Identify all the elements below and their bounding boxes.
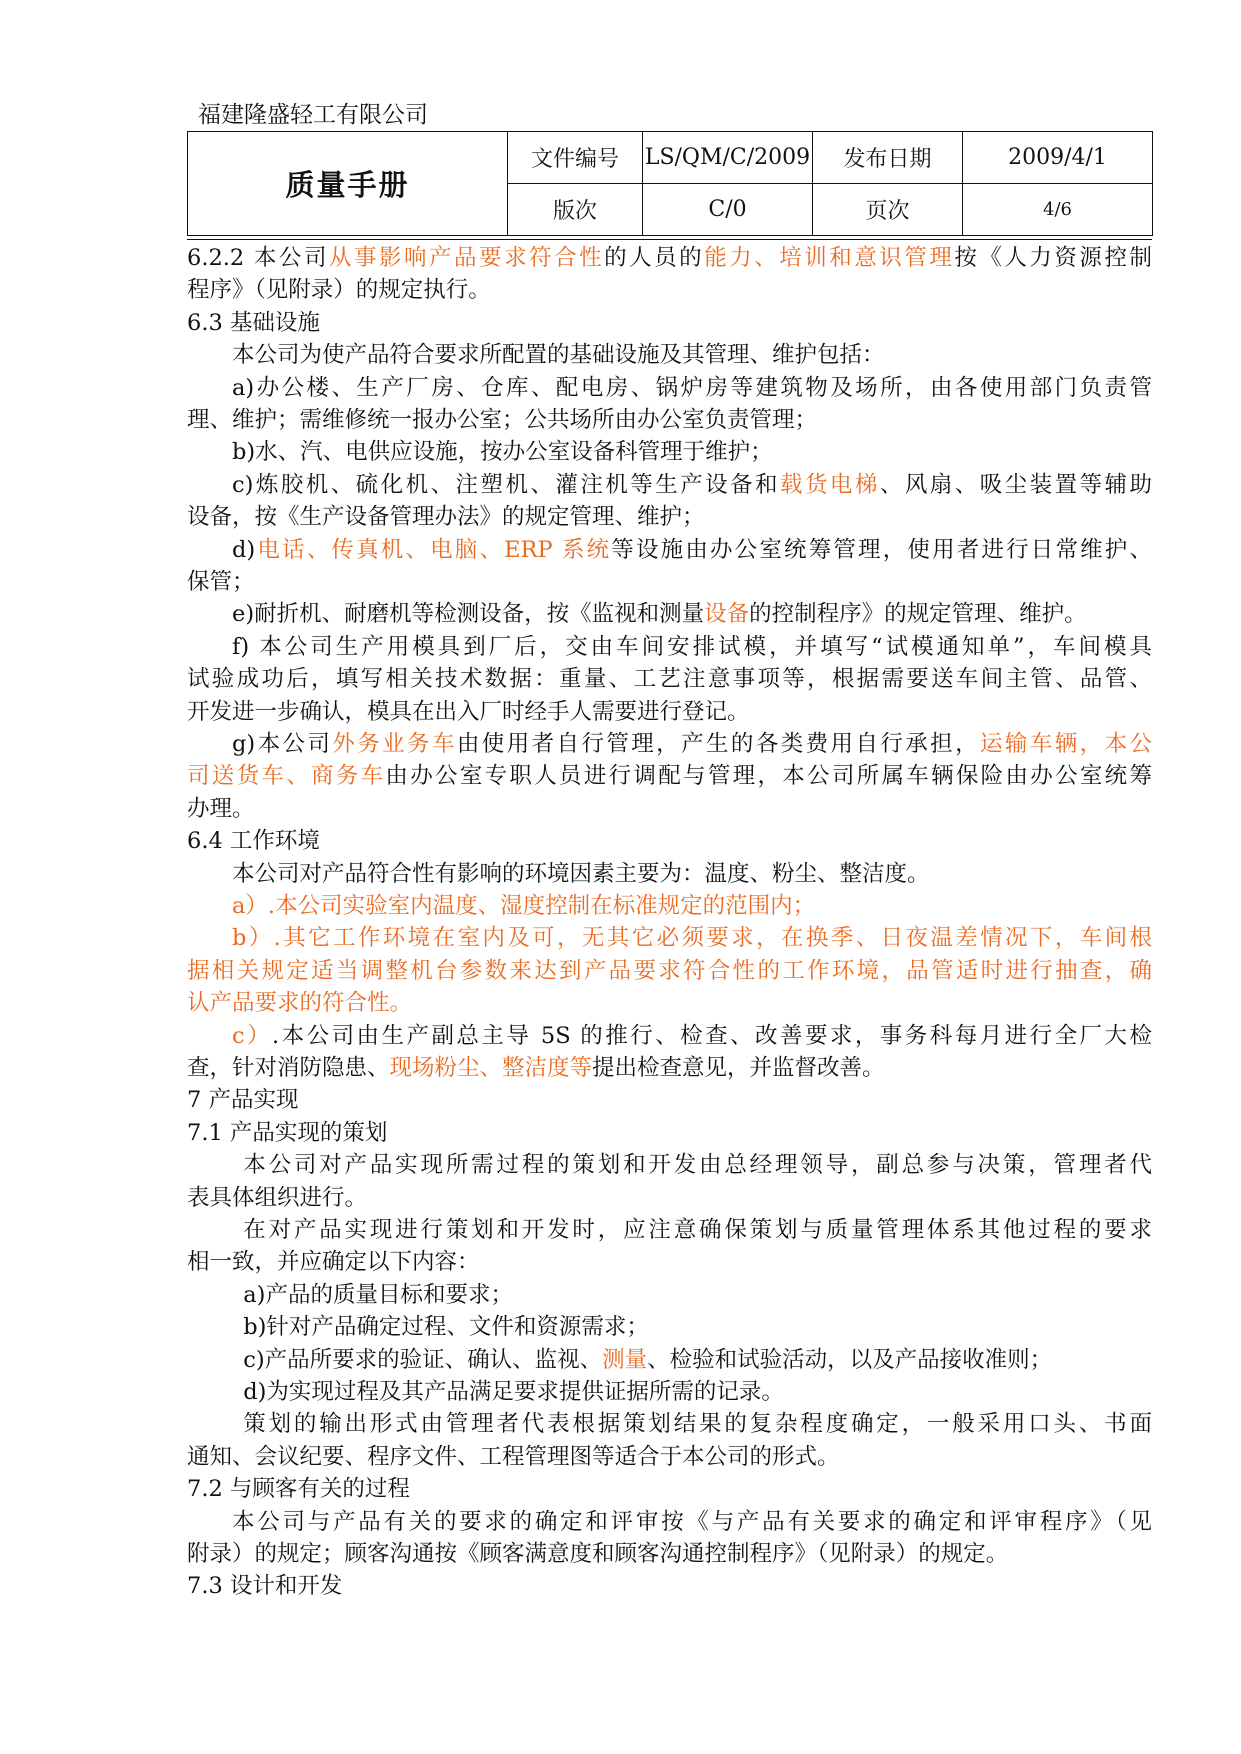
text-run: 理、维护；需维修统一报办公室；公共场所由办公室负责管理； — [187, 407, 818, 433]
body-line — [187, 826, 1152, 856]
text-run: a)办公楼、生产厂房、仓库、配电房、锅炉房等建筑物及场所，由各使用部门负责管 — [232, 374, 1152, 401]
highlighted-text: b）.其它工作环境在室内及可，无其它必须要求，在换季、日夜温差情况下，车间根 — [232, 925, 1152, 952]
text-run: 由使用者自行管理，产生的各类费用自行承担， — [456, 731, 981, 757]
text-run: f) 本公司生产用模具到厂后，交由车间安排试模，并填写“试模通知单”，车间模具 — [232, 633, 1152, 660]
body-line — [187, 1571, 1152, 1601]
text-run: 本公司为使产品符合要求所配置的基础设施及其管理、维护包括： — [232, 342, 885, 369]
text-run: 、风扇、吸尘装置等辅助 — [879, 471, 1152, 498]
body-line — [187, 502, 1152, 532]
text-run: 7 产品实现 — [187, 1087, 299, 1114]
body-line — [187, 891, 1152, 921]
body-line — [187, 1312, 1152, 1342]
text-run: 本公司对产品实现所需过程的策划和开发由总经理领导，副总参与决策，管理者代 — [243, 1152, 1152, 1179]
body-line — [187, 470, 1152, 500]
body-line — [187, 1085, 1152, 1115]
text-run: 的人员的 — [604, 245, 705, 271]
text-run: 开发进一步确认，模具在出入厂时经手人需要进行登记。 — [187, 698, 750, 725]
body-line — [187, 1345, 1152, 1375]
body-line — [187, 1150, 1152, 1180]
text-run: c)产品所要求的验证、确认、监视、 — [243, 1346, 603, 1373]
text-run: 办理。 — [187, 795, 255, 822]
text-run: 本公司与产品有关的要求的确定和评审按《与产品有关要求的确定和评审程序》（见 — [232, 1508, 1152, 1535]
text-run: 由办公室专职人员进行调配与管理，本公司所属车辆保险由办公室统筹 — [385, 763, 1152, 790]
highlighted-text: 能力、培训和意识管理 — [704, 245, 955, 271]
body-line — [187, 1247, 1152, 1277]
issue-date-label: 发布日期 — [813, 132, 963, 184]
text-run: c)炼胶机、硫化机、注塑机、灌注机等生产设备和 — [232, 471, 781, 498]
text-run: 设备，按《生产设备管理办法》的规定管理、维护； — [187, 504, 705, 531]
highlighted-text: a）.本公司实验室内温度、湿度控制在标准规定的范围内； — [232, 893, 816, 919]
body-line — [187, 956, 1152, 986]
body-line — [187, 1442, 1152, 1472]
text-run: 按《人力资源控制 — [954, 245, 1152, 271]
body-line — [187, 1539, 1152, 1569]
body-line — [187, 1474, 1152, 1504]
file-number-label: 文件编号 — [508, 132, 643, 184]
body-line — [187, 1021, 1152, 1051]
text-run: 程序》（见附录）的规定执行。 — [187, 277, 491, 304]
text-run: 等设施由办公室统筹管理，使用者进行日常维护、 — [611, 536, 1152, 563]
body-line — [187, 535, 1152, 565]
text-run: 附录）的规定；顾客沟通按《顾客满意度和顾客沟通控制程序》（见附录）的规定。 — [187, 1541, 1009, 1567]
body-line — [187, 1507, 1152, 1537]
text-run: b)针对产品确定过程、文件和资源需求； — [243, 1314, 649, 1341]
body-line — [187, 275, 1152, 305]
body-line — [187, 405, 1152, 435]
text-run: g)本公司 — [232, 731, 333, 757]
text-run: 6.4 工作环境 — [187, 828, 320, 855]
highlighted-text: 从事影响产品要求符合性 — [328, 245, 605, 271]
body-line — [187, 1053, 1152, 1083]
page-label: 页次 — [813, 184, 963, 236]
highlighted-text: 载货电梯 — [780, 471, 880, 498]
text-run: 保管； — [187, 569, 255, 595]
text-run: 试验成功后，填写相关技术数据：重量、工艺注意事项等，根据需要送车间主管、品管、 — [187, 666, 1152, 693]
highlighted-text: 测量 — [602, 1346, 648, 1373]
highlighted-text: 现场粉尘、整洁度等 — [389, 1055, 593, 1081]
version-value: C/0 — [643, 184, 813, 236]
text-run: 在对产品实现进行策划和开发时，应注意确保策划与质量管理体系其他过程的要求 — [243, 1217, 1152, 1243]
body-line — [187, 1280, 1152, 1310]
highlighted-text: 电话、传真机、电脑、ERP 系统 — [255, 536, 612, 563]
version-label: 版次 — [508, 184, 643, 236]
body-line — [187, 1409, 1152, 1439]
text-run: b)水、汽、电供应设施，按办公室设备科管理于维护； — [232, 439, 773, 466]
header-divider — [187, 239, 1152, 240]
text-run: 7.2 与顾客有关的过程 — [187, 1476, 410, 1503]
company-name: 福建隆盛轻工有限公司 — [198, 102, 428, 128]
body-line — [187, 308, 1152, 338]
text-run: 相一致，并应确定以下内容： — [187, 1249, 480, 1276]
body-line — [187, 794, 1152, 824]
text-run: d)为实现过程及其产品满足要求提供证据所需的记录。 — [243, 1379, 784, 1405]
body-line — [187, 373, 1152, 403]
document-header-table — [187, 131, 1153, 236]
issue-date-value: 2009/4/1 — [963, 132, 1153, 184]
text-run: a)产品的质量目标和要求； — [243, 1281, 513, 1308]
text-run: 通知、会议纪要、程序文件、工程管理图等适合于本公司的形式。 — [187, 1443, 840, 1470]
page-value: 4/6 — [963, 184, 1153, 236]
body-line — [187, 437, 1152, 467]
body-line — [187, 761, 1152, 791]
text-run: 6.2.2 本公司 — [187, 245, 329, 271]
body-line — [187, 1377, 1152, 1407]
text-run: 6.3 基础设施 — [187, 309, 320, 336]
body-line — [187, 1118, 1152, 1148]
highlighted-text: 据相关规定适当调整机台参数来达到产品要求符合性的工作环境，品管适时进行抽查，确 — [187, 957, 1152, 984]
highlighted-text: 司送货车、商务车 — [187, 763, 386, 790]
highlighted-text: c） — [232, 1022, 273, 1049]
text-run: 提出检查意见，并监督改善。 — [592, 1055, 885, 1081]
file-number-value: LS/QM/C/2009 — [643, 132, 813, 184]
body-line — [187, 923, 1152, 953]
highlighted-text: 认产品要求的符合性。 — [187, 990, 413, 1017]
body-line — [187, 729, 1152, 759]
text-run: 查，针对消防隐患、 — [187, 1055, 390, 1081]
text-run: 7.3 设计和开发 — [187, 1573, 343, 1600]
highlighted-text: 外务业务车 — [332, 731, 457, 757]
body-line — [187, 632, 1152, 662]
body-line — [187, 664, 1152, 694]
body-line — [187, 988, 1152, 1018]
text-run: 、检验和试验活动，以及产品接收准则； — [647, 1346, 1053, 1373]
body-line — [187, 567, 1152, 597]
highlighted-text: 运输车辆，本公 — [980, 731, 1152, 757]
text-run: 7.1 产品实现的策划 — [187, 1119, 388, 1146]
highlighted-text: 设备 — [704, 601, 750, 628]
body-line — [187, 859, 1152, 889]
text-run: .本公司由生产副总主导 5S 的推行、检查、改善要求，事务科每月进行全厂大检 — [272, 1022, 1152, 1049]
body-line — [187, 1183, 1152, 1213]
text-run: e)耐折机、耐磨机等检测设备，按《监视和测量 — [232, 601, 705, 628]
text-run: 策划的输出形式由管理者代表根据策划结果的复杂程度确定，一般采用口头、书面 — [243, 1411, 1152, 1438]
body-line — [187, 243, 1152, 273]
body-line — [187, 697, 1152, 727]
text-run: d) — [232, 536, 256, 563]
body-line — [187, 599, 1152, 629]
body-line — [187, 1215, 1152, 1245]
body-line — [187, 340, 1152, 370]
text-run: 本公司对产品符合性有影响的环境因素主要为：温度、粉尘、整洁度。 — [232, 860, 930, 887]
document-title: 质量手册 — [188, 132, 508, 236]
text-run: 表具体组织进行。 — [187, 1184, 368, 1211]
text-run: 的控制程序》的规定管理、维护。 — [749, 601, 1087, 628]
